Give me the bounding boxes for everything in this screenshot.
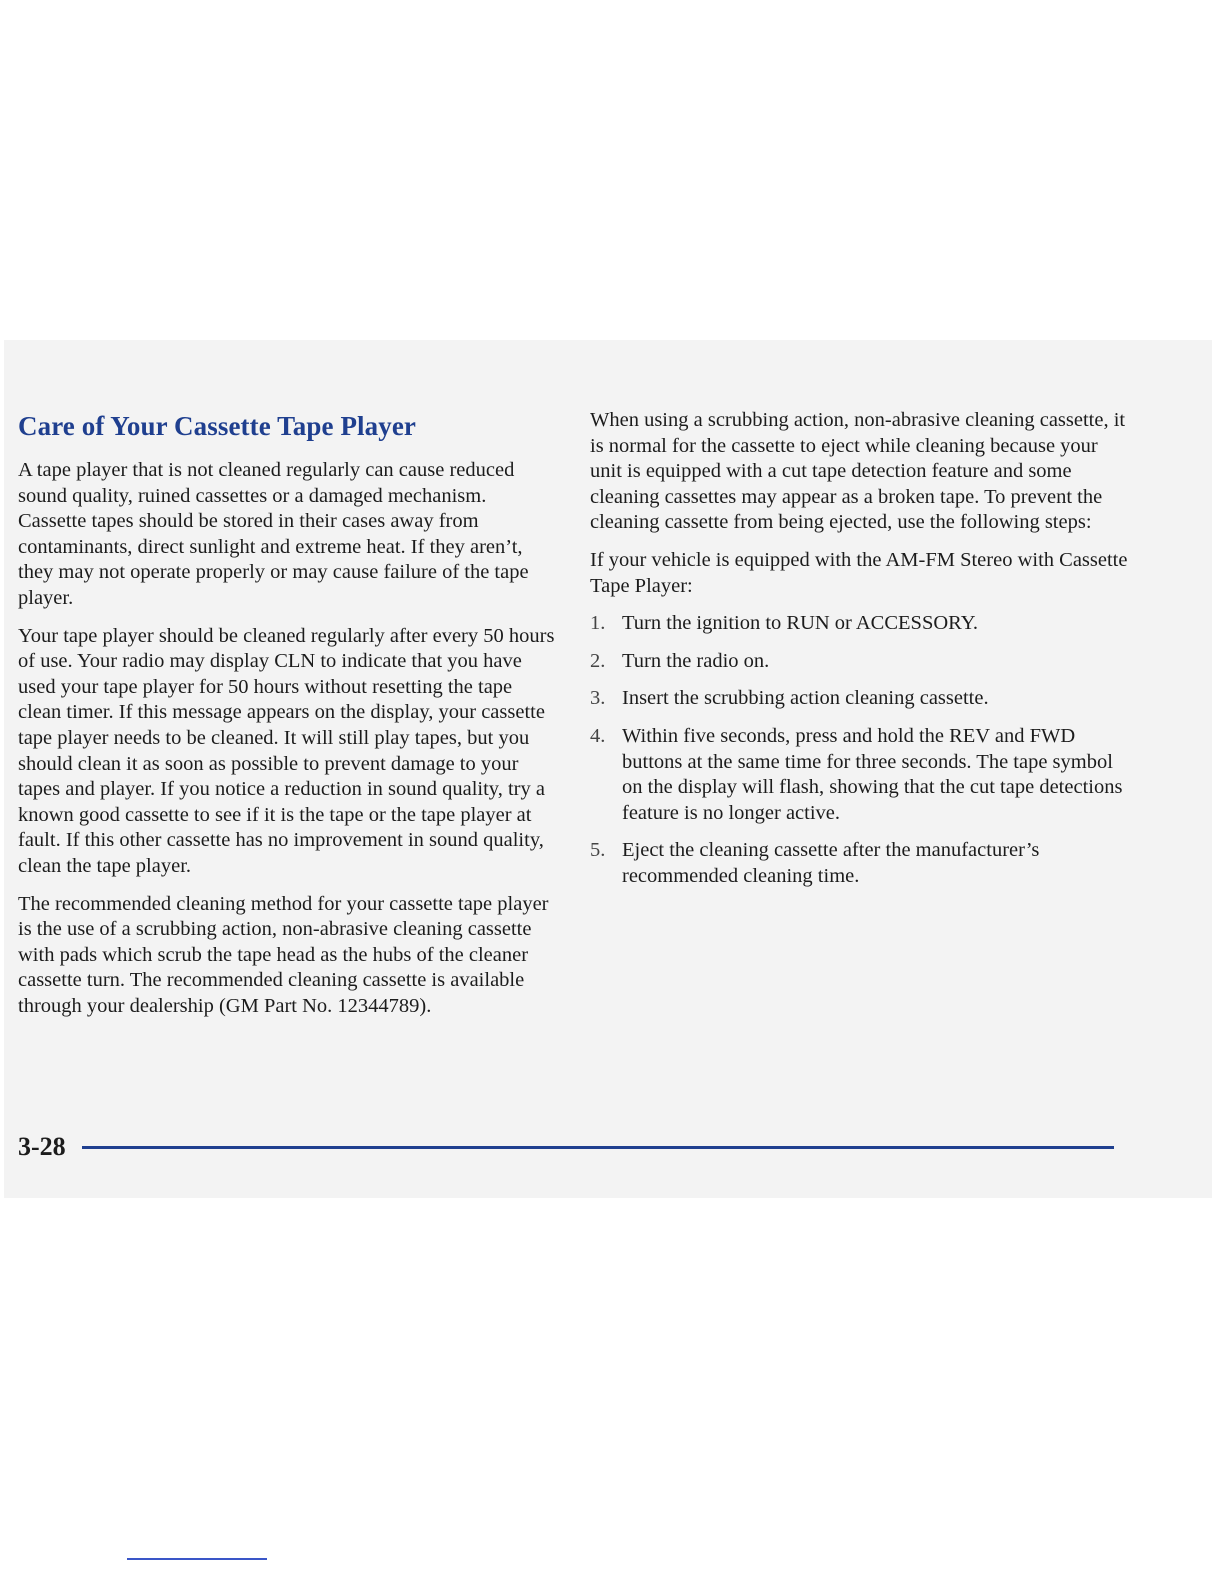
step-number: 5. bbox=[590, 839, 606, 862]
step-number: 1. bbox=[590, 612, 606, 635]
left-column bbox=[18, 408, 558, 1031]
step-number: 2. bbox=[590, 649, 606, 672]
step-item bbox=[590, 724, 1130, 826]
paragraph-recommended-method: The recommended cleaning method for your cassette tape player is the use of a scrubbing action, non-abrasive cleaning cassette with pads which scrub the tape head as the hubs of the cleaner cassette turn. The recommended cleaning cassette is available through your dealership (GM Part No. 12344789). bbox=[18, 892, 549, 1017]
step-text: Within five seconds, press and hold the REV and FWD buttons at the same time for three seconds. The tape symbol on the display will flash, showing that the cut tape detections feature is no longer active. bbox=[622, 724, 1123, 824]
section-title: Care of Your Cassette Tape Player bbox=[18, 411, 417, 441]
footer-rule bbox=[82, 1146, 1114, 1149]
paragraph-stereo-condition: If your vehicle is equipped with the AM-FM Stereo with Cassette Tape Player: bbox=[590, 548, 1128, 597]
paragraph-cleaning-interval: Your tape player should be cleaned regularly after every 50 hours of use. Your radio may display CLN to indicate that you have used your tape player for 50 hours without resetting the tape clean timer. If this message appears on the display, your cassette tape player needs to be cleaned. It will still play tapes, but you should clean it as soon as possible to prevent damage to your tapes and player. If you notice a reduction in sound quality, try a known good cassette to see if it is the tape or the tape player at fault. If this other cassette has no improvement in sound quality, clean the tape player. bbox=[18, 624, 555, 877]
page-footer bbox=[18, 1130, 1114, 1164]
step-item bbox=[590, 649, 1130, 675]
step-item bbox=[590, 686, 1130, 712]
step-text: Turn the ignition to RUN or ACCESSORY. bbox=[622, 612, 978, 635]
page-number: 3-28 bbox=[18, 1132, 66, 1161]
step-item bbox=[590, 838, 1130, 889]
paragraph-intro: A tape player that is not cleaned regularly can cause reduced sound quality, ruined cassettes or a damaged mechanism. Cassette tapes should be stored in their cases away from contaminants, direct sunlight and extreme heat. If they aren’t, they may not operate properly or may cause failure of the tape player. bbox=[18, 459, 529, 609]
step-number: 4. bbox=[590, 724, 606, 747]
step-number: 3. bbox=[590, 687, 606, 710]
step-text: Turn the radio on. bbox=[622, 649, 770, 672]
step-text: Insert the scrubbing action cleaning cassette. bbox=[622, 687, 989, 710]
right-column bbox=[590, 408, 1130, 902]
step-item bbox=[590, 611, 1130, 637]
steps-list bbox=[590, 611, 1130, 889]
step-text: Eject the cleaning cassette after the manufacturer’s recommended cleaning time. bbox=[622, 839, 1040, 887]
paragraph-scrubbing-note: When using a scrubbing action, non-abrasive cleaning cassette, it is normal for the cassette to eject while cleaning because your unit is equipped with a cut tape detection feature and some cleaning cassettes may appear as a broken tape. To prevent the cleaning cassette from being ejected, use the following steps: bbox=[590, 409, 1126, 534]
bottom-link-underline bbox=[127, 1558, 267, 1560]
